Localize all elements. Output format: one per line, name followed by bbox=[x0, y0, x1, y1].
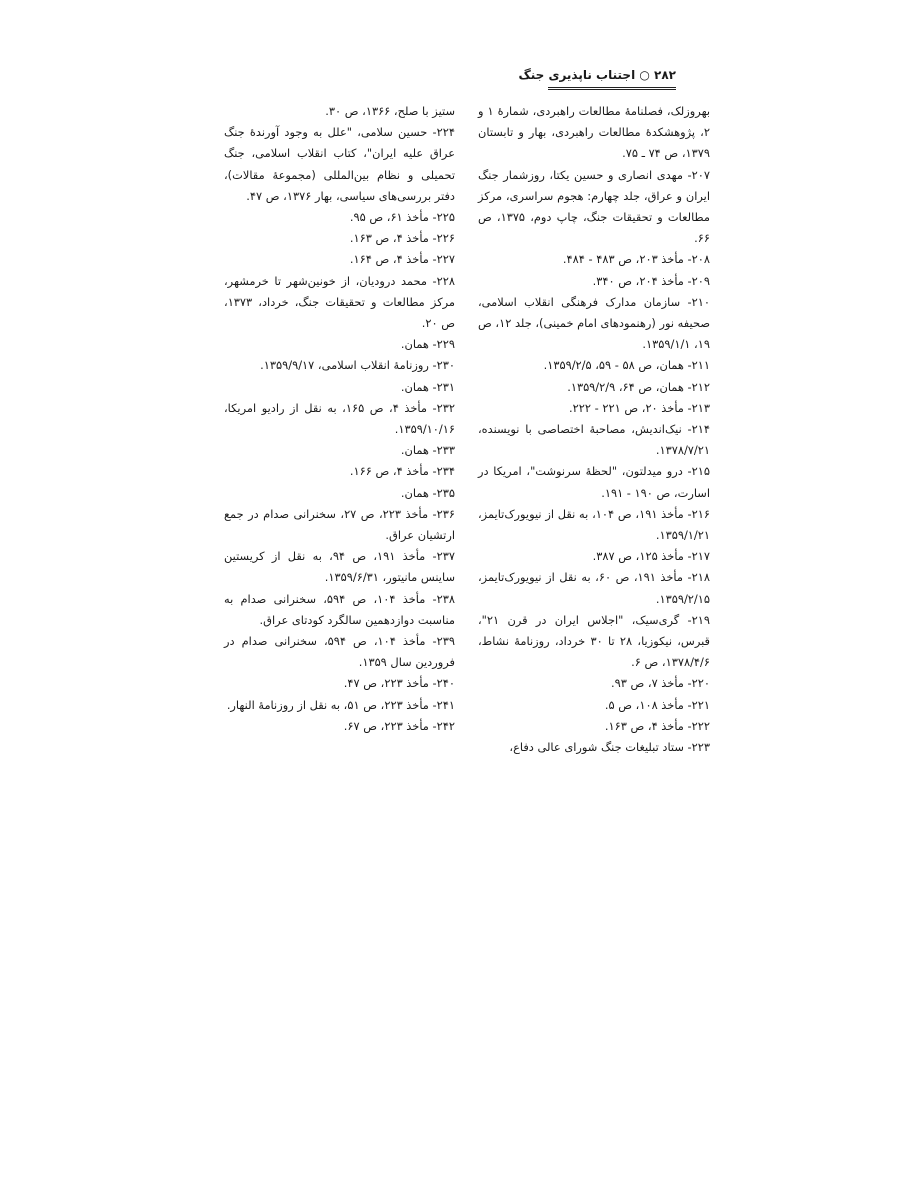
footnote-entry: ۲۲۳- ستاد تبلیغات جنگ شورای عالی دفاع، bbox=[509, 740, 710, 755]
footnote-entry: ۲۲۷- مأخذ ۴، ص ۱۶۴. bbox=[349, 252, 455, 267]
footnote-entry: ۲۳۴- مأخذ ۴، ص ۱۶۶. bbox=[349, 464, 455, 479]
footnote-entry: ۲۱۴- نیک‌اندیش، مصاحبهٔ اختصاصی با نویسنده، ۱۳۷۸/۷/۲۱. bbox=[478, 422, 710, 458]
footnote-entry: ۲۲۸- محمد درودیان، از خونین‌شهر تا خرمشهر، مرکز مطالعات و تحقیقات جنگ، خرداد، ۱۳۷۳، ص ۲۰. bbox=[224, 273, 455, 331]
page-header bbox=[518, 66, 676, 96]
running-header-title: ۲۸۲ ○ اجتناب ناپذیری جنگ bbox=[518, 68, 676, 82]
footnote-entry: ۲۲۹- همان. bbox=[400, 337, 455, 352]
footnote-entry: ۲۲۱- مأخذ ۱۰۸، ص ۵. bbox=[604, 697, 710, 712]
footnote-entry: ۲۲۲- مأخذ ۴، ص ۱۶۳. bbox=[604, 718, 710, 733]
footnote-entry: ۲۱۰- سازمان مدارک فرهنگی انقلاب اسلامی، صحیفه نور (رهنمودهای امام خمینی)، جلد ۱۲، ص ۱۹، ۱۳۵۹/۱/۱. bbox=[478, 294, 710, 352]
footnote-entry: ۲۱۹- گری‌سیک، "اجلاس ایران در قرن ۲۱"، قبرس، نیکوزیا، ۲۸ تا ۳۰ خرداد، روزنامهٔ نشاط، ۱۳۷۸/۴/۶، ص ۶. bbox=[478, 612, 711, 670]
footnote-entry: ۲۳۷- مأخذ ۱۹۱، ص ۹۴، به نقل از کریستین ساینس مانیتور، ۱۳۵۹/۶/۳۱. bbox=[224, 549, 455, 585]
footnote-entry: ۲۱۲- همان، ص ۶۴، ۱۳۵۹/۲/۹. bbox=[567, 379, 710, 394]
footnote-entry: ۲۴۲- مأخذ ۲۲۳، ص ۶۷. bbox=[343, 718, 455, 733]
footnote-entry: ۲۲۶- مأخذ ۴، ص ۱۶۳. bbox=[349, 231, 455, 246]
footnote-entry: ۲۲۴- حسین سلامی، "علل به وجود آورندهٔ جنگ عراق علیه ایران"، کتاب انقلاب اسلامی، جنگ تحمیلی و نظام بین‌المللی (مجموعهٔ مقالات)، دفتر بررسی‌های سیاسی، بهار ۱۳۷۶، ص ۴۷. bbox=[224, 125, 455, 203]
footnote-entry: ۲۱۷- مأخذ ۱۲۵، ص ۳۸۷. bbox=[592, 549, 710, 564]
footnote-entry: ۲۳۰- روزنامهٔ انقلاب اسلامی، ۱۳۵۹/۹/۱۷. bbox=[260, 358, 455, 373]
footnote-entry: ۲۱۳- مأخذ ۲۰، ص ۲۲۱ - ۲۲۲. bbox=[569, 400, 710, 415]
footnote-entry: ۲۳۶- مأخذ ۲۲۳، ص ۲۷، سخنرانی صدام در جمع ارتشیان عراق. bbox=[224, 506, 455, 543]
footnote-entry: ۲۴۱- مأخذ ۲۲۳، ص ۵۱، به نقل از روزنامهٔ النهار. bbox=[226, 697, 455, 712]
footnote-entry: ۲۳۹- مأخذ ۱۰۴، ص ۵۹۴، سخنرانی صدام در فروردین سال ۱۳۵۹. bbox=[224, 634, 455, 670]
footnote-entry: ۲۰۸- مأخذ ۲۰۳، ص ۴۸۳ - ۴۸۴. bbox=[562, 252, 710, 267]
footnote-entry: ۲۳۵- همان. bbox=[400, 485, 455, 500]
footnote-entry: ۲۲۵- مأخذ ۶۱، ص ۹۵. bbox=[349, 210, 455, 225]
footnote-entry: ۲۳۲- مأخذ ۴، ص ۱۶۵، به نقل از رادیو امریکا، ۱۳۵۹/۱۰/۱۶. bbox=[224, 400, 455, 437]
footnote-entry: ۲۳۸- مأخذ ۱۰۴، ص ۵۹۴، سخنرانی صدام به مناسبت دوازدهمین سالگرد کودتای عراق. bbox=[224, 591, 455, 627]
footnote-entry: ستیز با صلح، ۱۳۶۶، ص ۳۰. bbox=[325, 104, 455, 118]
notes-column-left bbox=[224, 101, 455, 737]
footnote-entry: ۲۴۰- مأخذ ۲۲۳، ص ۴۷. bbox=[343, 676, 455, 691]
footnote-entry: ۲۳۳- همان. bbox=[400, 443, 455, 458]
notes-column-right bbox=[478, 101, 710, 758]
footnote-entry: ۲۱۸- مأخذ ۱۹۱، ص ۶۰، به نقل از نیویورک‌تایمز، ۱۳۵۹/۲/۱۵. bbox=[478, 570, 710, 606]
footnote-entry: ۲۱۱- همان، ص ۵۸ - ۵۹، ۱۳۵۹/۲/۵. bbox=[543, 358, 710, 373]
header-double-rule bbox=[548, 87, 676, 90]
footnote-entry: بهروزلک، فصلنامهٔ مطالعات راهبردی، شمارهٔ ۱ و ۲، پژوهشکدهٔ مطالعات راهبردی، بهار و تابستان ۱۳۷۹، ص ۷۴ ـ ۷۵. bbox=[478, 104, 710, 161]
footnote-entry: ۲۱۶- مأخذ ۱۹۱، ص ۱۰۴، به نقل از نیویورک‌تایمز، ۱۳۵۹/۱/۲۱. bbox=[478, 506, 710, 543]
footnote-entry: ۲۲۰- مأخذ ۷، ص ۹۳. bbox=[610, 676, 710, 691]
footnote-entry: ۲۳۱- همان. bbox=[400, 379, 455, 394]
footnote-entry: ۲۰۹- مأخذ ۲۰۴، ص ۳۴۰. bbox=[592, 273, 710, 288]
footnote-entry: ۲۰۷- مهدی انصاری و حسین یکتا، روزشمار جنگ ایران و عراق، جلد چهارم: هجوم سراسری، مرکز مطالعات و تحقیقات جنگ، چاپ دوم، ۱۳۷۵، ص ۶۶. bbox=[478, 167, 710, 246]
footnote-entry: ۲۱۵- درو میدلتون، "لحظهٔ سرنوشت"، امریکا در اسارت، ص ۱۹۰ - ۱۹۱. bbox=[478, 464, 710, 500]
